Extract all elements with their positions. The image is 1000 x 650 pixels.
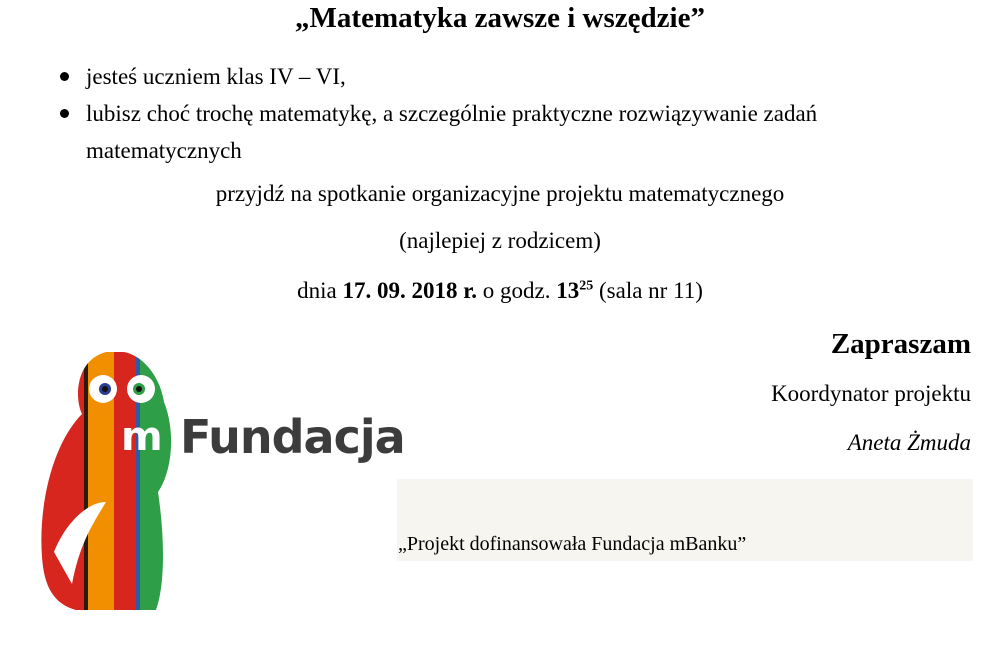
meeting-details bbox=[0, 278, 1000, 304]
meeting-date: 17. 09. 2018 r. bbox=[342, 278, 478, 303]
list-item-text: lubisz choć trochę matematykę, a szczególnie praktyczne rozwiązywanie zadań matematycznych bbox=[86, 101, 818, 163]
page-title: „Matematyka zawsze i wszędzie” bbox=[295, 2, 705, 34]
brand-prefix: m bbox=[121, 414, 163, 460]
owl-logo-icon bbox=[36, 352, 376, 612]
parent-note: (najlepiej z rodzicem) bbox=[399, 228, 601, 253]
list-item bbox=[60, 95, 960, 169]
requirements-list bbox=[60, 58, 960, 169]
sponsor-note: „Projekt dofinansowała Fundacja mBanku” bbox=[398, 533, 747, 555]
room-info: (sala nr 11) bbox=[593, 278, 703, 303]
coordinator-name: Aneta Żmuda bbox=[847, 430, 971, 455]
date-prefix: dnia bbox=[297, 278, 343, 303]
coordinator-label: Koordynator projektu bbox=[771, 381, 971, 406]
bullet-icon bbox=[60, 72, 69, 81]
invite-heading: Zapraszam bbox=[830, 328, 971, 360]
list-item bbox=[60, 58, 960, 95]
meeting-hour: $13^{25}$ bbox=[556, 278, 594, 303]
bullet-icon bbox=[60, 109, 69, 118]
invitation-text: przyjdź na spotkanie organizacyjne projektu matematycznego bbox=[215, 181, 785, 206]
list-item-text: jesteś uczniem klas IV – VI, bbox=[86, 64, 346, 89]
brand-name: Fundacja bbox=[180, 410, 405, 464]
time-prefix: o godz. bbox=[477, 278, 557, 303]
